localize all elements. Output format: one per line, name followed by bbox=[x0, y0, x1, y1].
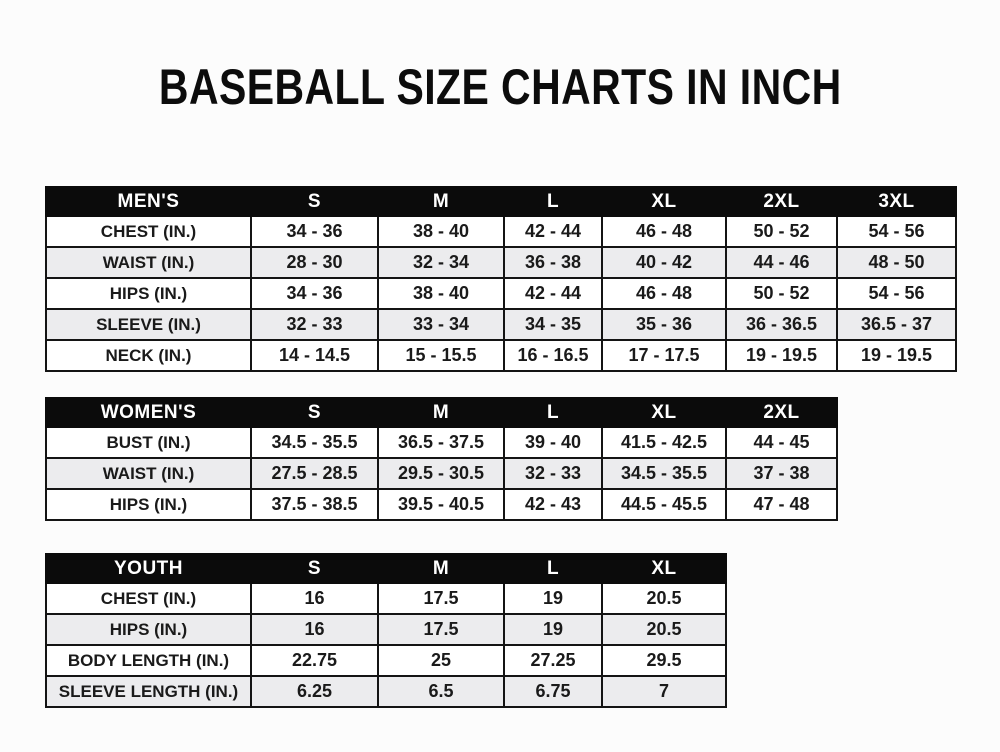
size-value-cell: 54 - 56 bbox=[837, 278, 956, 309]
row-label: HIPS (IN.) bbox=[46, 614, 251, 645]
size-column-header: 2XL bbox=[726, 398, 837, 427]
size-value-cell: 36 - 38 bbox=[504, 247, 602, 278]
size-column-header: 2XL bbox=[726, 187, 837, 216]
size-tables-container bbox=[45, 186, 1000, 708]
size-value-cell: 6.25 bbox=[251, 676, 378, 707]
mens-size-table bbox=[45, 186, 957, 372]
size-value-cell: 46 - 48 bbox=[602, 216, 726, 247]
size-value-cell: 37 - 38 bbox=[726, 458, 837, 489]
size-value-cell: 34 - 35 bbox=[504, 309, 602, 340]
size-value-cell: 37.5 - 38.5 bbox=[251, 489, 378, 520]
table-row bbox=[46, 676, 726, 707]
size-value-cell: 27.5 - 28.5 bbox=[251, 458, 378, 489]
size-value-cell: 32 - 33 bbox=[504, 458, 602, 489]
size-value-cell: 46 - 48 bbox=[602, 278, 726, 309]
size-value-cell: 42 - 43 bbox=[504, 489, 602, 520]
size-value-cell: 16 bbox=[251, 583, 378, 614]
size-value-cell: 20.5 bbox=[602, 614, 726, 645]
size-value-cell: 19 bbox=[504, 583, 602, 614]
table-title: MEN'S bbox=[46, 187, 251, 216]
row-label: HIPS (IN.) bbox=[46, 489, 251, 520]
size-value-cell: 40 - 42 bbox=[602, 247, 726, 278]
size-column-header: M bbox=[378, 187, 504, 216]
size-value-cell: 17.5 bbox=[378, 614, 504, 645]
table-header-row bbox=[46, 398, 837, 427]
table-row bbox=[46, 278, 956, 309]
size-column-header: M bbox=[378, 398, 504, 427]
size-value-cell: 32 - 34 bbox=[378, 247, 504, 278]
size-value-cell: 47 - 48 bbox=[726, 489, 837, 520]
size-column-header: XL bbox=[602, 554, 726, 583]
table-row bbox=[46, 489, 837, 520]
row-label: SLEEVE (IN.) bbox=[46, 309, 251, 340]
table-row bbox=[46, 427, 837, 458]
size-value-cell: 28 - 30 bbox=[251, 247, 378, 278]
table-row bbox=[46, 458, 837, 489]
row-label: CHEST (IN.) bbox=[46, 583, 251, 614]
table-row bbox=[46, 583, 726, 614]
size-value-cell: 44.5 - 45.5 bbox=[602, 489, 726, 520]
row-label: WAIST (IN.) bbox=[46, 247, 251, 278]
size-value-cell: 34.5 - 35.5 bbox=[602, 458, 726, 489]
size-value-cell: 19 - 19.5 bbox=[837, 340, 956, 371]
size-value-cell: 36 - 36.5 bbox=[726, 309, 837, 340]
size-value-cell: 42 - 44 bbox=[504, 278, 602, 309]
size-value-cell: 41.5 - 42.5 bbox=[602, 427, 726, 458]
size-value-cell: 32 - 33 bbox=[251, 309, 378, 340]
size-value-cell: 16 bbox=[251, 614, 378, 645]
size-column-header: S bbox=[251, 398, 378, 427]
size-value-cell: 48 - 50 bbox=[837, 247, 956, 278]
size-value-cell: 44 - 45 bbox=[726, 427, 837, 458]
size-value-cell: 38 - 40 bbox=[378, 216, 504, 247]
size-value-cell: 27.25 bbox=[504, 645, 602, 676]
size-value-cell: 35 - 36 bbox=[602, 309, 726, 340]
size-value-cell: 19 bbox=[504, 614, 602, 645]
size-value-cell: 39 - 40 bbox=[504, 427, 602, 458]
size-value-cell: 50 - 52 bbox=[726, 278, 837, 309]
size-value-cell: 50 - 52 bbox=[726, 216, 837, 247]
table-header-row bbox=[46, 554, 726, 583]
table-title: WOMEN'S bbox=[46, 398, 251, 427]
size-value-cell: 36.5 - 37.5 bbox=[378, 427, 504, 458]
size-value-cell: 7 bbox=[602, 676, 726, 707]
table-title: YOUTH bbox=[46, 554, 251, 583]
size-value-cell: 29.5 - 30.5 bbox=[378, 458, 504, 489]
size-column-header: L bbox=[504, 398, 602, 427]
size-column-header: M bbox=[378, 554, 504, 583]
row-label: WAIST (IN.) bbox=[46, 458, 251, 489]
table-row bbox=[46, 247, 956, 278]
table-header-row bbox=[46, 187, 956, 216]
size-value-cell: 25 bbox=[378, 645, 504, 676]
size-column-header: XL bbox=[602, 398, 726, 427]
size-column-header: 3XL bbox=[837, 187, 956, 216]
row-label: SLEEVE LENGTH (IN.) bbox=[46, 676, 251, 707]
size-value-cell: 6.75 bbox=[504, 676, 602, 707]
row-label: BODY LENGTH (IN.) bbox=[46, 645, 251, 676]
table-row bbox=[46, 614, 726, 645]
size-value-cell: 39.5 - 40.5 bbox=[378, 489, 504, 520]
size-column-header: S bbox=[251, 554, 378, 583]
size-value-cell: 44 - 46 bbox=[726, 247, 837, 278]
size-value-cell: 14 - 14.5 bbox=[251, 340, 378, 371]
row-label: NECK (IN.) bbox=[46, 340, 251, 371]
size-value-cell: 16 - 16.5 bbox=[504, 340, 602, 371]
row-label: BUST (IN.) bbox=[46, 427, 251, 458]
size-value-cell: 6.5 bbox=[378, 676, 504, 707]
table-row bbox=[46, 645, 726, 676]
size-value-cell: 15 - 15.5 bbox=[378, 340, 504, 371]
table-row bbox=[46, 309, 956, 340]
size-value-cell: 34 - 36 bbox=[251, 216, 378, 247]
size-value-cell: 34 - 36 bbox=[251, 278, 378, 309]
size-value-cell: 22.75 bbox=[251, 645, 378, 676]
youth-size-table bbox=[45, 553, 727, 708]
page-title bbox=[0, 0, 1000, 115]
size-column-header: L bbox=[504, 187, 602, 216]
table-row bbox=[46, 216, 956, 247]
size-value-cell: 29.5 bbox=[602, 645, 726, 676]
size-value-cell: 19 - 19.5 bbox=[726, 340, 837, 371]
size-column-header: S bbox=[251, 187, 378, 216]
size-value-cell: 38 - 40 bbox=[378, 278, 504, 309]
size-value-cell: 33 - 34 bbox=[378, 309, 504, 340]
size-value-cell: 54 - 56 bbox=[837, 216, 956, 247]
size-value-cell: 20.5 bbox=[602, 583, 726, 614]
row-label: HIPS (IN.) bbox=[46, 278, 251, 309]
size-value-cell: 17 - 17.5 bbox=[602, 340, 726, 371]
size-column-header: L bbox=[504, 554, 602, 583]
size-value-cell: 34.5 - 35.5 bbox=[251, 427, 378, 458]
size-value-cell: 36.5 - 37 bbox=[837, 309, 956, 340]
row-label: CHEST (IN.) bbox=[46, 216, 251, 247]
size-column-header: XL bbox=[602, 187, 726, 216]
size-value-cell: 17.5 bbox=[378, 583, 504, 614]
page-title-text: BASEBALL SIZE CHARTS IN INCH bbox=[158, 59, 842, 115]
womens-size-table bbox=[45, 397, 838, 521]
table-row bbox=[46, 340, 956, 371]
size-value-cell: 42 - 44 bbox=[504, 216, 602, 247]
